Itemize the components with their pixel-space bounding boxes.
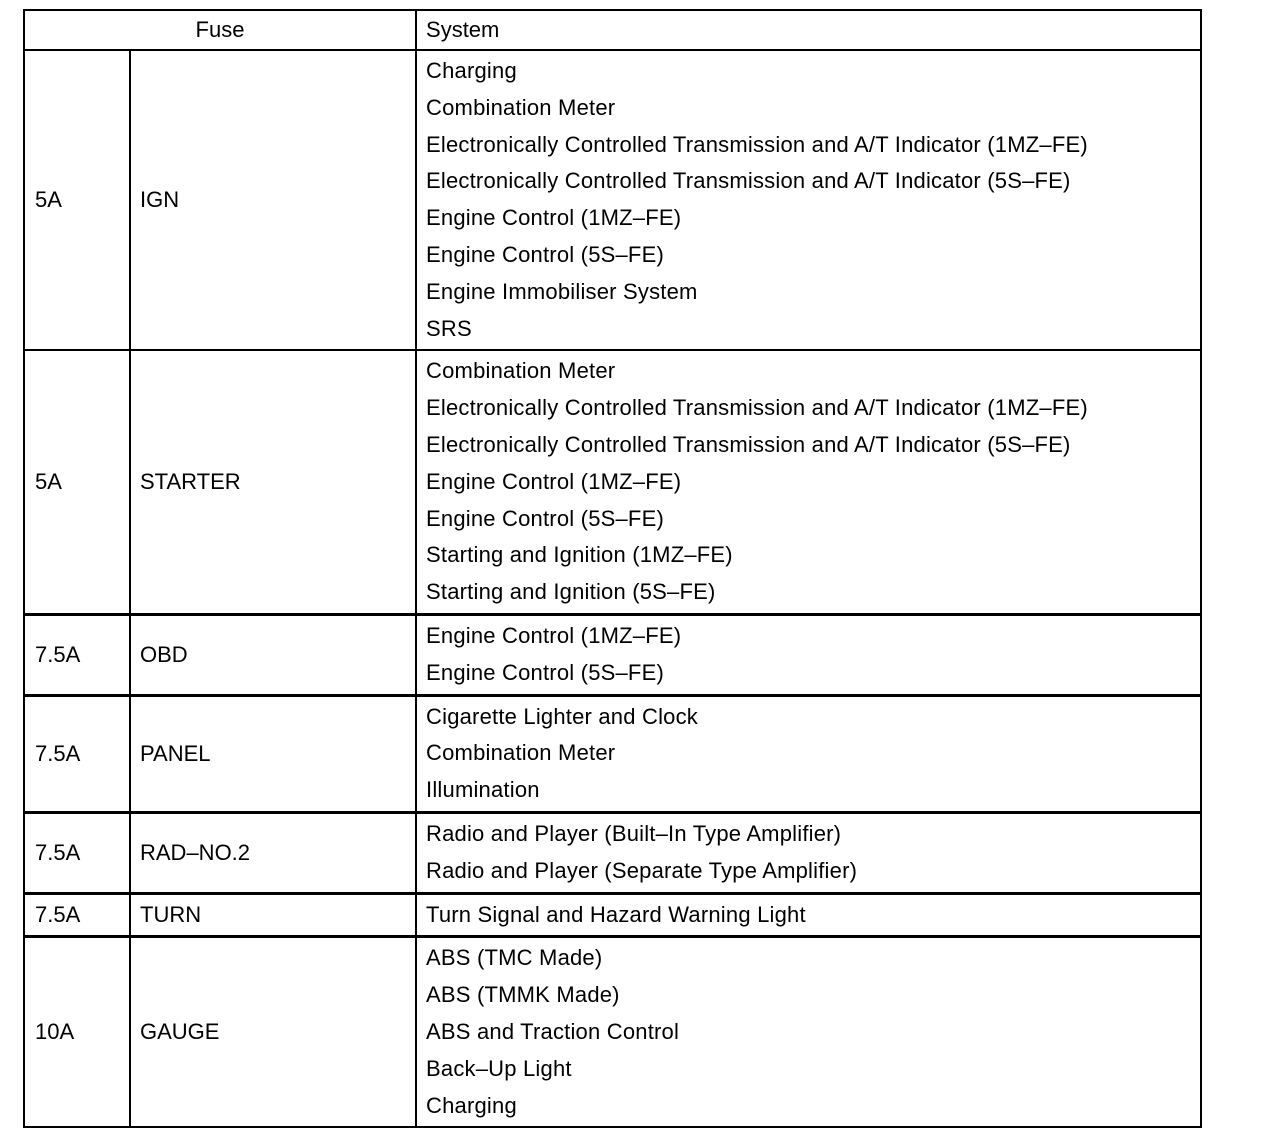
table-row (24, 50, 1201, 350)
fuse-amperage-cell: 7.5A (24, 893, 130, 937)
table-row (24, 614, 1201, 695)
system-column-header: System (416, 10, 1201, 50)
table-row (24, 695, 1201, 812)
systems-cell (416, 50, 1201, 350)
system-item: Back–Up Light (426, 1055, 572, 1081)
system-item: Combination Meter (426, 740, 616, 766)
systems-cell (416, 937, 1201, 1127)
system-item: Starting and Ignition (1MZ–FE) (426, 542, 733, 568)
system-item: Electronically Controlled Transmission and A/T Indicator (5S–FE) (426, 431, 1071, 457)
system-item: Radio and Player (Built–In Type Amplifier) (426, 820, 842, 846)
systems-cell (416, 812, 1201, 893)
system-item: Combination Meter (426, 358, 616, 384)
fuse-amperage-cell: 5A (24, 350, 130, 614)
system-item: SRS (426, 315, 472, 341)
fuse-amperage-cell: 10A (24, 937, 130, 1127)
system-item: Engine Control (5S–FE) (426, 659, 664, 685)
system-item: Turn Signal and Hazard Warning Light (426, 901, 806, 927)
system-item: Cigarette Lighter and Clock (426, 703, 699, 729)
system-item: Charging (426, 1092, 517, 1118)
fuse-name-cell: OBD (130, 614, 416, 695)
system-item: ABS (TMMK Made) (426, 982, 620, 1008)
system-item: Starting and Ignition (5S–FE) (426, 579, 716, 605)
fuse-name-cell: TURN (130, 893, 416, 937)
system-item: Engine Immobiliser System (426, 278, 698, 304)
systems-cell (416, 350, 1201, 614)
system-item: Engine Control (1MZ–FE) (426, 205, 682, 231)
system-item: Engine Control (5S–FE) (426, 241, 664, 267)
system-item: Radio and Player (Separate Type Amplifier) (426, 857, 858, 883)
system-item: ABS and Traction Control (426, 1018, 680, 1044)
fuse-name-cell: IGN (130, 50, 416, 350)
system-item: Engine Control (5S–FE) (426, 505, 664, 531)
fuse-amperage-cell: 7.5A (24, 812, 130, 893)
fuse-amperage-cell: 5A (24, 50, 130, 350)
system-item: Engine Control (1MZ–FE) (426, 622, 682, 648)
system-item: Charging (426, 58, 517, 83)
system-item: Electronically Controlled Transmission and A/T Indicator (1MZ–FE) (426, 395, 1088, 421)
system-item: Combination Meter (426, 94, 616, 120)
fuse-amperage-cell: 7.5A (24, 614, 130, 695)
system-item: Electronically Controlled Transmission and A/T Indicator (5S–FE) (426, 168, 1071, 194)
system-item: Engine Control (1MZ–FE) (426, 468, 682, 494)
system-item: ABS (TMC Made) (426, 945, 603, 971)
fuse-name-cell: GAUGE (130, 937, 416, 1127)
fuse-name-cell: STARTER (130, 350, 416, 614)
fuse-name-cell: RAD–NO.2 (130, 812, 416, 893)
fuse-name-cell: PANEL (130, 695, 416, 812)
system-item: Electronically Controlled Transmission and A/T Indicator (1MZ–FE) (426, 131, 1088, 157)
table-header-row (24, 10, 1201, 50)
systems-cell (416, 614, 1201, 695)
table-row (24, 812, 1201, 893)
fuse-amperage-cell: 7.5A (24, 695, 130, 812)
systems-cell (416, 893, 1201, 937)
table-row (24, 350, 1201, 614)
fuse-system-table (23, 9, 1202, 1128)
table-body (24, 50, 1201, 1127)
table-row (24, 937, 1201, 1127)
system-item: Illumination (426, 777, 540, 803)
systems-cell (416, 695, 1201, 812)
fuse-column-header: Fuse (24, 10, 416, 50)
table-row (24, 893, 1201, 937)
